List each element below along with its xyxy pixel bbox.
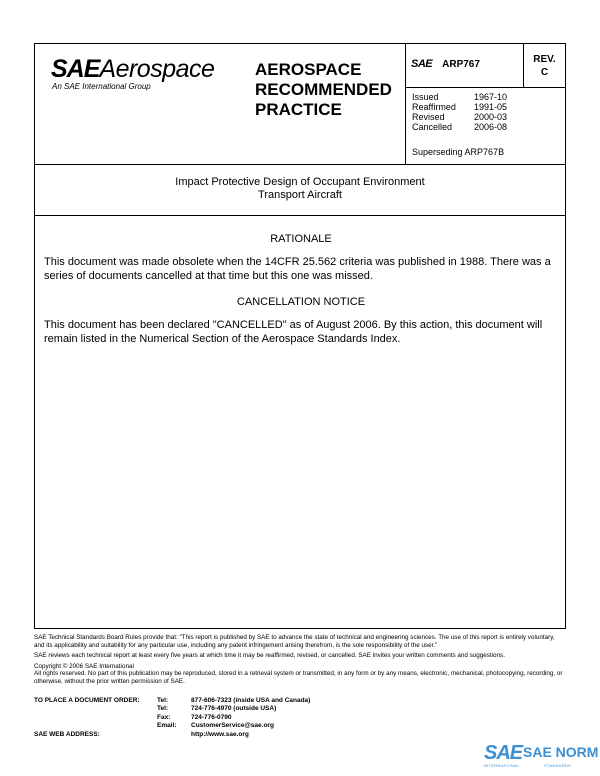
web-label: SAE WEB ADDRESS:: [34, 730, 100, 738]
date-value: 2000-03: [474, 112, 508, 122]
contact-value: 724-776-0790: [191, 713, 232, 721]
footer-rights: All rights reserved. No part of this publication may be reproduced, stored in a retrieval system or transmitted, in any form or by any means, electronic, mechanical, photocopying, recording, or otherwise, without the prior written permission of SAE.: [34, 670, 563, 685]
date-value: 1991-05: [474, 102, 508, 112]
title-line-2: Transport Aircraft: [258, 189, 342, 201]
contact-label: Email:: [157, 722, 177, 730]
document-title: [35, 165, 565, 216]
superseding-note: Superseding ARP767B: [412, 147, 505, 157]
date-row: [412, 112, 507, 122]
date-row: [412, 92, 507, 102]
footer-notes: [34, 634, 566, 686]
contact-label: Tel:: [157, 705, 169, 713]
practice-line: PRACTICE: [255, 100, 342, 119]
docno-divider: [405, 87, 565, 88]
date-row: [412, 122, 507, 132]
cancellation-heading: CANCELLATION NOTICE: [236, 296, 366, 308]
logo-sae-text: SAE: [51, 55, 100, 83]
document-frame: [34, 43, 566, 629]
date-label: Revised: [412, 112, 445, 122]
document-number-text: ARP767: [442, 59, 480, 70]
date-table: [412, 92, 507, 132]
contact-label: Tel:: [157, 697, 169, 704]
sae-small-logo: SAE: [411, 58, 433, 70]
practice-line: RECOMMENDED: [255, 80, 392, 99]
contact-value: 877-606-7323 (inside USA and Canada): [191, 697, 311, 704]
logo-tagline: An SAE International Group: [52, 82, 151, 91]
document-number: [411, 58, 480, 70]
header-divider: [405, 44, 406, 164]
date-value: 2006-08: [474, 122, 508, 132]
date-label: Issued: [412, 92, 439, 102]
revision-value: C: [540, 67, 549, 78]
watermark-sae: SAE: [484, 742, 523, 764]
date-value: 1967-10: [474, 92, 508, 102]
contact-value: 724-776-4970 (outside USA): [191, 705, 277, 713]
sae-aerospace-logo: [51, 56, 221, 96]
watermark-sub-left: INTERNATIONAL: [484, 763, 520, 768]
practice-title: [255, 60, 405, 120]
rationale-heading: RATIONALE: [270, 233, 332, 245]
sae-norm-watermark: [484, 742, 599, 770]
date-label: Reaffirmed: [412, 102, 456, 112]
document-header: [35, 44, 565, 165]
watermark-sub-right: STANDARDS: [544, 763, 572, 768]
order-label: TO PLACE A DOCUMENT ORDER:: [34, 697, 140, 704]
title-line-1: Impact Protective Design of Occupant Environment: [175, 176, 425, 188]
footer-copyright: Copyright © 2006 SAE International: [34, 662, 134, 670]
rationale-text: This document was made obsolete when the 14CFR 25.562 criteria was published in 1988. There was a series of documents cancelled at that time but this one was missed.: [44, 256, 551, 282]
logo-aerospace-text: Aerospace: [99, 55, 215, 83]
footer-review: SAE reviews each technical report at least every five years at which time it may be reaffirmed, revised, or cancelled. SAE invites your written comments and suggestions.: [34, 652, 505, 660]
contact-label: Fax:: [157, 713, 171, 721]
cancellation-text: This document has been declared "CANCELLED" as of August 2006. By this action, this document will remain listed in the Numerical Section of the Aerospace Standards Index.: [44, 319, 543, 345]
email-link[interactable]: CustomerService@sae.org: [191, 722, 274, 730]
web-link[interactable]: http://www.sae.org: [191, 730, 249, 738]
revision-label: REV.: [533, 54, 556, 65]
document-body: [44, 232, 558, 346]
revision-box: [524, 53, 565, 79]
date-row: [412, 102, 507, 112]
practice-line: AEROSPACE: [255, 60, 362, 79]
footer-rules: SAE Technical Standards Board Rules provide that: "This report is published by SAE to advance the state of technical and engineering sciences. The use of this report is entirely voluntary, and its applicability and suitability for any particular use, including any patent infringement arising therefrom, is the sole responsibility of the user.": [34, 634, 555, 649]
watermark-norm: SAE NORM: [523, 744, 599, 760]
date-label: Cancelled: [412, 122, 453, 132]
